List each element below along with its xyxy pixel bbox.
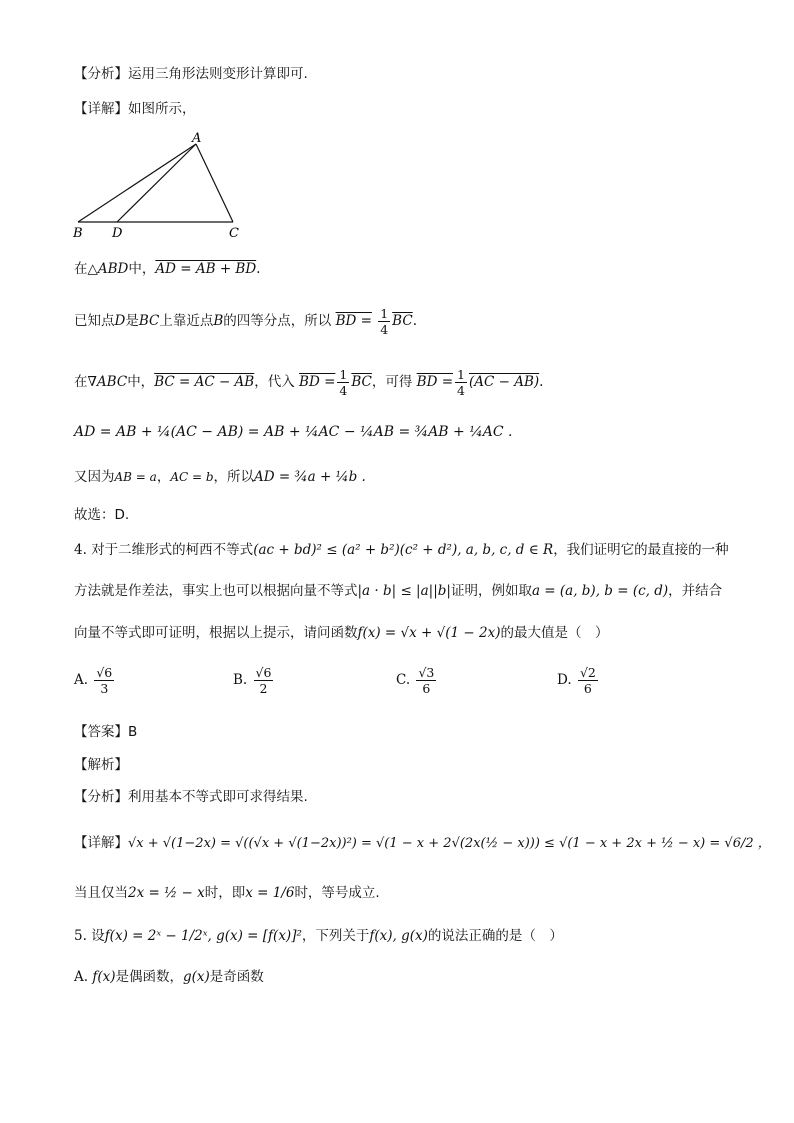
edge-ba — [78, 144, 196, 222]
text: ，并结合 — [668, 583, 723, 599]
text: 上靠近点 — [159, 313, 214, 329]
equation: x = 1/6 — [245, 885, 295, 901]
edge-ad — [117, 144, 196, 222]
numerator: 1 — [339, 367, 348, 382]
q4-option-c[interactable] — [396, 665, 438, 696]
option-label: B. — [233, 672, 248, 688]
denominator: 2 — [259, 681, 268, 696]
q4-line-1 — [74, 540, 729, 560]
cauchy-inequality: (ac + bd)² ≤ (a² + b²)(c² + d²), a, b, c, d ∈ R — [253, 542, 554, 558]
fraction — [416, 665, 436, 696]
vector-bc: $\overline{BC}$ — [392, 313, 413, 329]
analysis-line — [74, 64, 308, 84]
label-a: A — [192, 131, 202, 146]
function-definitions: f(x) = 2ˣ − 1/2ˣ, g(x) = [f(x)]² — [104, 928, 302, 944]
denominator: 6 — [422, 681, 431, 696]
denominator: 4 — [380, 322, 389, 337]
fraction — [254, 665, 274, 696]
q4-option-b[interactable] — [233, 665, 275, 696]
triangle-name: ABD — [97, 261, 129, 277]
text: ，代入 — [254, 374, 295, 390]
text: 的说法正确的是（ ） — [427, 928, 563, 944]
text-mid: 中， — [128, 261, 156, 277]
text: 对于二维形式的柯西不等式 — [91, 542, 254, 558]
vector-bd: BD = — [335, 313, 372, 329]
text: 的最大值是（ ） — [500, 625, 609, 641]
q4-option-d[interactable] — [557, 665, 600, 696]
question-number: 5. — [74, 928, 87, 944]
fraction — [337, 367, 349, 398]
function-names: f(x), g(x) — [369, 928, 428, 944]
vector-expression: BC = AC − AB — [154, 374, 255, 390]
equation: 2x = ½ − x — [128, 885, 205, 901]
analysis-text: 利用基本不等式即可求得结果. — [128, 789, 308, 805]
q5-option-a[interactable] — [74, 967, 264, 987]
detail-text: 如图所示， — [128, 101, 196, 117]
text: 在 — [74, 374, 88, 390]
detail-tag: 【详解】 — [74, 835, 128, 851]
numerator: 1 — [457, 367, 465, 382]
text: 的四等分点，所以 — [223, 313, 332, 329]
triangle-figure — [70, 130, 250, 245]
point-b: B — [213, 313, 224, 329]
step-triangle-abc — [74, 367, 543, 398]
period: . — [256, 261, 261, 277]
vector-bc: $\overline{BC}$ — [351, 374, 372, 390]
text: 是 — [125, 313, 139, 329]
numerator: √2 — [579, 665, 596, 680]
step-quarter-point — [74, 306, 417, 337]
option-label: A. — [74, 969, 89, 985]
denominator: 4 — [339, 383, 348, 398]
numerator: √6 — [96, 665, 113, 680]
analysis-tag: 【分析】 — [74, 66, 128, 82]
fraction — [94, 665, 114, 696]
choice-text: 故选：D. — [74, 507, 130, 523]
q4-line-2 — [74, 581, 722, 601]
denominator: 6 — [583, 681, 592, 696]
numerator: 1 — [380, 306, 389, 321]
q4-detail — [74, 833, 771, 854]
text: 时，等号成立. — [294, 885, 380, 901]
text-pre: 在△ — [74, 261, 98, 277]
text: ，我们证明它的最直接的一种 — [553, 542, 729, 558]
q4-option-a[interactable] — [74, 665, 116, 696]
answer-text: 【答案】B — [74, 724, 138, 740]
analysis-text: 运用三角形法则变形计算即可. — [128, 66, 308, 82]
denominator: 4 — [457, 383, 465, 398]
solution-tag: 【解析】 — [74, 757, 128, 773]
vector-ab-equals-a: AB = a — [114, 470, 157, 484]
segment-bc: BC — [138, 313, 160, 329]
denominator: 3 — [100, 681, 109, 696]
fraction — [378, 306, 390, 337]
text: 已知点 — [74, 313, 115, 329]
text: 方法就是作差法，事实上也可以根据向量不等式 — [74, 583, 358, 599]
text: 时，即 — [204, 885, 246, 901]
option-label: C. — [396, 672, 411, 688]
q4-answer — [74, 722, 137, 742]
vector-inequality: |a · b| ≤ |a||b| — [357, 583, 451, 599]
vector-ad-result: AD = ¾a + ¼b . — [254, 469, 366, 485]
function-f: f(x) — [92, 969, 116, 985]
text: ，所以 — [213, 469, 255, 485]
function-g: g(x) — [183, 969, 210, 985]
triangle-name: ∇ABC — [87, 374, 128, 390]
q4-equality-condition — [74, 883, 380, 903]
derivation: √x + √(1−2x) = √((√x + √(1−2x))²) = √(1 − x + 2√(2x(½ − x))) ≤ √(1 − x + 2x + ½ − x) = √6/2 ， — [128, 836, 771, 851]
step-conclusion — [74, 467, 366, 487]
question-number: 4. — [74, 542, 87, 558]
label-c: C — [229, 226, 239, 241]
detail-line — [74, 99, 196, 119]
vector-bd: BD = — [416, 374, 454, 390]
text: 设 — [91, 928, 105, 944]
choice-line — [74, 505, 129, 525]
numerator: √6 — [255, 665, 272, 680]
period: . — [412, 313, 417, 329]
text: 中， — [127, 374, 155, 390]
vector-ac-equals-b: AC = b — [170, 470, 214, 484]
fraction — [455, 367, 467, 398]
q4-analysis — [74, 787, 308, 807]
vector-bd: BD = — [299, 374, 336, 390]
edge-ac — [196, 144, 233, 222]
option-label: D. — [557, 672, 572, 688]
text: 是奇函数 — [209, 969, 264, 985]
separator: ， — [156, 469, 171, 485]
text: 证明，例如取 — [450, 583, 532, 599]
text: ，可得 — [371, 374, 413, 390]
vector-definitions: a = (a, b), b = (c, d) — [531, 583, 669, 599]
function-definition: f(x) = √x + √(1 − 2x) — [357, 625, 501, 641]
step-ad-expansion — [74, 422, 513, 442]
vector-expression: (AC − AB) — [468, 374, 540, 390]
text: 是偶函数， — [115, 969, 183, 985]
option-label: A. — [74, 672, 89, 688]
point-d: D — [114, 313, 126, 329]
fraction — [578, 665, 598, 696]
text: 当且仅当 — [74, 885, 128, 901]
vector-expression: AD = AB + BD — [155, 261, 257, 277]
label-b: B — [73, 226, 83, 241]
vector-derivation: AD = AB + ¼(AC − AB) = AB + ¼AC − ¼AB = ¾AB + ¼AC . — [74, 424, 513, 440]
text: ，下列关于 — [301, 928, 370, 944]
detail-tag: 【详解】 — [74, 101, 128, 117]
numerator: √3 — [418, 665, 435, 680]
step-triangle-abd — [74, 259, 260, 279]
q5-stem — [74, 926, 563, 946]
period: . — [539, 374, 544, 390]
text: 向量不等式即可证明，根据以上提示，请问函数 — [74, 625, 358, 641]
q4-line-3 — [74, 623, 608, 643]
q4-solution-heading — [74, 755, 128, 775]
text: 又因为 — [74, 469, 115, 485]
label-d: D — [112, 226, 123, 241]
analysis-tag: 【分析】 — [74, 789, 128, 805]
